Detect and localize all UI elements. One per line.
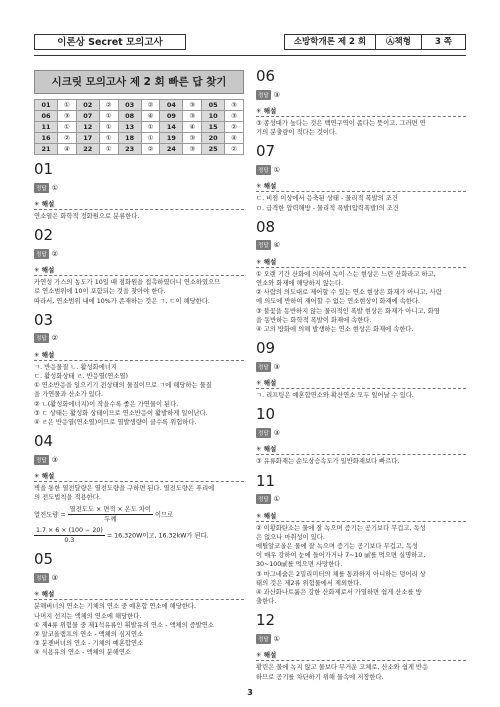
solution-line: ③ 불꽃을 동반하지 않는 물리적인 폭발 현상은 화재가 아니고, 화염 <box>256 307 440 315</box>
solution-line: 연소열은 화학적 정화원으로 분류한다. <box>34 213 140 220</box>
solution-heading: ✳ 해설 <box>34 589 244 600</box>
answer-value: ② <box>51 334 58 343</box>
solution-line: 은 없으나 마취성이 있다. <box>256 533 325 541</box>
calc-fraction <box>34 526 105 545</box>
solution-text <box>34 484 244 545</box>
answer-key-choice: ② <box>58 133 77 144</box>
question-number: 04 <box>34 432 54 451</box>
answer-key-number: 02 <box>76 100 99 111</box>
question-block <box>256 406 466 466</box>
answer-row <box>34 567 244 586</box>
answer-key-choice: ③ <box>183 144 202 155</box>
question-block <box>256 340 466 400</box>
answer-key-choice: ② <box>225 122 244 133</box>
solution-line: 기의 분출량이 적다는 것이다. <box>256 129 337 137</box>
question-number: 05 <box>34 550 54 569</box>
calculation <box>34 526 244 545</box>
booklet-type: Ⓐ책형 <box>376 35 422 49</box>
solution-line: 메틸알코올은 물에 잘 녹으며 증기는 공기보다 무겁고, 독성 <box>256 543 418 551</box>
solution-line: 로 연소범위에 10이 포함되는 것을 찾아야 한다. <box>34 288 166 296</box>
answer-row <box>34 449 244 468</box>
answer-row <box>256 159 466 178</box>
left-column <box>34 62 244 658</box>
answer-badge: 정답 <box>256 240 271 250</box>
answer-value: ③ <box>273 362 280 371</box>
answer-key-number: 09 <box>160 111 183 122</box>
answer-key-number: 15 <box>202 122 225 133</box>
answer-key-title: 시크릿 모의고사 제 2 회 빠른 답 찾기 <box>34 70 244 94</box>
answer-key-number: 06 <box>35 111 58 122</box>
question-block <box>34 161 244 221</box>
solution-line: ④ 고의 방화에 의해 발생하는 연소 현상은 화재에 속한다. <box>256 326 414 334</box>
answer-key-number: 01 <box>35 100 58 111</box>
formula-lhs: 열전도량 = <box>34 511 68 519</box>
solution-line: ④ ㄹ은 반응열(연소열)이므로 열발생량이 클수록 위험하다. <box>34 419 197 427</box>
solution-line: 하므로 공기를 차단하기 위해 물속에 저장한다. <box>256 673 384 681</box>
answer-key-row <box>35 100 244 111</box>
solution-text <box>256 391 466 400</box>
formula-fraction <box>68 505 153 524</box>
solution-line: ② 알코올램프의 연소 - 액체의 심지연소 <box>34 631 144 639</box>
question-block <box>256 143 466 212</box>
solution-heading: ✳ 해설 <box>34 265 244 276</box>
solution-line: ③ 종성대가 높다는 것은 백연구역이 좁다는 뜻이고, 그러면 연 <box>256 120 426 127</box>
solution-line: ③ 마그네슘은 2밀리미터의 체를 통과하지 아니하는 덩어리 상 <box>256 570 426 578</box>
solution-line: ② 이황화탄소는 물에 잘 녹으며 증기는 공기보다 무겁고, 독성 <box>256 524 426 532</box>
question-block <box>34 433 244 545</box>
solution-line: 을 가연물과 산소가 있다. <box>34 391 103 399</box>
solution-heading: ✳ 해설 <box>34 350 244 361</box>
answer-key-choice: ④ <box>141 111 160 122</box>
formula-numerator: 열전도도 × 면적 × 온도 차이 <box>68 505 153 515</box>
answer-row <box>256 84 466 103</box>
page-number: 3 <box>247 688 253 697</box>
answer-value: ① <box>51 183 58 192</box>
solution-line: 따라서, 연소범위 내에 10%가 존재하는 것은 ㄱ, ㄷ이 해당한다. <box>34 297 210 305</box>
solution-text <box>256 270 466 334</box>
answer-key-number: 23 <box>118 144 141 155</box>
question-number: 03 <box>34 310 54 329</box>
solution-text <box>256 524 466 607</box>
solution-heading: ✳ 해설 <box>256 257 466 268</box>
answer-key-number: 04 <box>160 100 183 111</box>
formula-denominator: 두께 <box>104 515 117 523</box>
question-block <box>256 612 466 681</box>
solution-line: ① 오랜 기간 산화에 의하여 녹이 스는 현상은 느린 산화라고 하고, <box>256 270 436 278</box>
answer-key-choice: ① <box>58 100 77 111</box>
solution-line: 카연성 가스의 농도가 10일 때 점화원을 접촉하였더니 연소하였으므 <box>34 279 221 287</box>
solution-line: 분해버너의 연소는 기체의 연소 중 예혼합 연소에 해당한다. <box>34 603 196 611</box>
solution-line: ㅁ. 급격한 압력해방 - 물리적 폭발(압력폭발)의 조건 <box>256 204 399 212</box>
answer-key-choice: ① <box>58 122 77 133</box>
solution-line: ① 연소반응을 일으키기 전상태의 물질이므로 ㄱ에 해당하는 물질 <box>34 382 212 390</box>
solution-line: 에 의도에 반하여 제어할 수 없는 연소현상이 화재에 속한다. <box>256 298 421 306</box>
answer-row <box>34 243 244 262</box>
formula-tail: 이므로 <box>153 511 174 519</box>
solution-line: 이 매우 강하여 눈에 들어가거나 7~10 ㎖를 먹으면 실명하고, <box>256 552 426 560</box>
solution-line: ② ㄴ(활성화에너지)이 작을수록 좋은 가연물이 된다. <box>34 400 179 408</box>
answer-badge: 정답 <box>256 494 271 504</box>
answer-key-number: 10 <box>202 111 225 122</box>
answer-key-choice: ③ <box>183 133 202 144</box>
answer-value: ③ <box>273 428 280 437</box>
answer-key-choice: ① <box>99 144 118 155</box>
solution-line: ㄷ. 활성화상태 ㄹ. 반응열(연소열) <box>34 373 128 381</box>
answer-key-number: 20 <box>202 133 225 144</box>
answer-row <box>256 628 466 647</box>
solution-text <box>34 278 244 306</box>
solution-line: ③ ㄷ 상태는 활성화 상태이므로 연소반응이 활발하게 일어난다. <box>34 409 208 417</box>
answer-key-choice: ④ <box>183 122 202 133</box>
solution-line: 연소와 화재에 해당하지 않는다. <box>256 280 344 288</box>
answer-badge: 정답 <box>34 249 49 259</box>
right-column <box>256 62 466 682</box>
answer-key-row <box>35 133 244 144</box>
conduction-formula <box>34 505 244 524</box>
solution-line: 태의 것은 제2류 위험물에서 제외한다. <box>256 579 362 587</box>
answer-badge: 정답 <box>34 333 49 343</box>
question-number: 07 <box>256 142 276 161</box>
answer-key-row <box>35 122 244 133</box>
subject-title: 소방학개론 제 2 회 <box>285 35 376 49</box>
solution-line: 을 동반하는 화학적 폭발이 화재에 속한다. <box>256 316 372 324</box>
answer-key-number: 19 <box>160 133 183 144</box>
answer-row <box>256 422 466 441</box>
solution-line: ㄱ. 리프팅은 예혼합연소와 확산연소 모두 일어날 수 있다. <box>256 392 414 400</box>
solution-line: 의 전도법칙을 적용한다. <box>34 494 101 502</box>
question-number: 01 <box>34 160 54 178</box>
calc-denominator: 0.3 <box>64 537 75 545</box>
answer-key-choice: ③ <box>58 111 77 122</box>
answer-key-choice: ④ <box>58 144 77 155</box>
answer-key-number: 17 <box>76 133 99 144</box>
solution-line: ① 제4류 위험물 중 제1석유류인 휘발유의 연소 - 액체의 증발연소 <box>34 621 214 629</box>
solution-line: 나머지 선지는 액체의 연소에 해당한다. <box>34 612 142 620</box>
solution-text <box>34 212 244 221</box>
answer-key-number: 22 <box>76 144 99 155</box>
answer-value: ① <box>273 165 280 174</box>
answer-row <box>256 489 466 508</box>
question-block <box>34 551 244 657</box>
answer-badge: 정답 <box>34 573 49 583</box>
solution-line: 황린은 물에 녹지 않고 물보다 무거운 고체로, 산소와 쉽게 반응 <box>256 664 429 672</box>
answer-key-choice: ③ <box>225 100 244 111</box>
answer-value: ④ <box>273 241 280 250</box>
answer-key-row <box>35 111 244 122</box>
solution-heading: ✳ 해설 <box>256 650 466 661</box>
answer-key-number: 13 <box>118 122 141 133</box>
header-rule <box>34 55 466 56</box>
solution-text <box>34 363 244 427</box>
answer-key-choice: ② <box>141 144 160 155</box>
answer-badge: 정답 <box>256 634 271 644</box>
answer-key-number: 11 <box>35 122 58 133</box>
question-block <box>256 219 466 334</box>
solution-heading: ✳ 해설 <box>34 199 244 210</box>
solution-line: ③ 유류화재는 순도상승속도가 일반화재보다 빠르다. <box>256 458 400 466</box>
answer-key-choice: ① <box>99 111 118 122</box>
answer-key-number: 12 <box>76 122 99 133</box>
answer-badge: 정답 <box>34 455 49 465</box>
calc-result: = 16,320W이고, 16.32kW가 된다. <box>104 532 209 540</box>
answer-key-choice: ② <box>99 100 118 111</box>
question-number: 12 <box>256 611 276 630</box>
answer-value: ① <box>273 495 280 504</box>
answer-key-number: 14 <box>160 122 183 133</box>
answer-value: ③ <box>51 573 58 582</box>
answer-key-choice: ③ <box>183 100 202 111</box>
exam-series-title: 이론상 Secret 모의고사 <box>34 34 186 50</box>
exam-info-box <box>284 34 466 50</box>
answer-key-row <box>35 144 244 155</box>
answer-row <box>256 235 466 254</box>
answer-badge: 정답 <box>256 165 271 175</box>
answer-key-number: 21 <box>35 144 58 155</box>
answer-key-choice: ③ <box>183 111 202 122</box>
solution-heading: ✳ 해설 <box>256 444 466 455</box>
solution-line: ④ 식용유의 연소 - 액체의 분해연소 <box>34 649 132 657</box>
answer-key-choice: ③ <box>225 111 244 122</box>
question-number: 06 <box>256 67 276 85</box>
question-number: 09 <box>256 339 276 358</box>
solution-heading: ✳ 해설 <box>256 106 466 117</box>
answer-key-number: 16 <box>35 133 58 144</box>
solution-heading: ✳ 해설 <box>34 471 244 482</box>
answer-key-choice: ① <box>141 133 160 144</box>
question-number: 10 <box>256 405 276 424</box>
answer-key-number: 03 <box>118 100 141 111</box>
answer-key-choice: ② <box>225 144 244 155</box>
solution-heading: ✳ 해설 <box>256 378 466 389</box>
answer-key-choice: ① <box>99 122 118 133</box>
answer-key-choice: ② <box>141 100 160 111</box>
solution-line: 벽을 통한 열전달량은 열전도량을 구하면 된다. 열전도량은 푸리에 <box>34 485 215 493</box>
answer-value: ③ <box>51 455 58 464</box>
calc-numerator: 1.7 × 6 × (100 − 20) <box>34 526 105 536</box>
solution-line: ㄱ. 반응물질 ㄴ. 활성화에너지 <box>34 363 118 371</box>
question-number: 11 <box>256 471 276 490</box>
answer-badge: 정답 <box>256 90 271 100</box>
answer-key-number: 24 <box>160 144 183 155</box>
answer-key-choice: ① <box>99 133 118 144</box>
solution-line: 30~100㎖를 먹으면 사망한다. <box>256 561 343 569</box>
answer-key-number: 07 <box>76 111 99 122</box>
solution-line: ② 사람의 의도대로 제어할 수 있는 연소 현상은 화재가 아니고, 사람 <box>256 289 442 297</box>
answer-key-number: 05 <box>202 100 225 111</box>
solution-text <box>256 119 466 137</box>
question-block <box>34 227 244 306</box>
answer-value: ① <box>273 634 280 643</box>
right-questions <box>256 68 466 682</box>
page-label: 3 쪽 <box>434 37 453 47</box>
question-number: 08 <box>256 217 276 236</box>
answer-key-table <box>34 99 244 155</box>
solution-line: 출한다. <box>256 598 277 606</box>
question-block <box>256 68 466 137</box>
answer-value: ② <box>51 249 58 258</box>
question-number: 02 <box>34 226 54 245</box>
answer-row <box>34 177 244 196</box>
answer-key-choice: ① <box>141 122 160 133</box>
solution-heading: ✳ 해설 <box>256 511 466 522</box>
answer-row <box>256 356 466 375</box>
answer-badge: 정답 <box>34 183 49 193</box>
answer-badge: 정답 <box>256 428 271 438</box>
answer-key-number: 25 <box>202 144 225 155</box>
solution-line: ④ 과산화나트륨은 강한 산화제로서 가열하면 쉽게 산소를 방 <box>256 589 422 597</box>
solution-text <box>256 194 466 212</box>
solution-text <box>256 457 466 466</box>
question-block <box>256 473 466 607</box>
answer-key-choice: ④ <box>225 133 244 144</box>
page-header <box>34 34 466 50</box>
answer-badge: 정답 <box>256 362 271 372</box>
solution-text <box>34 602 244 657</box>
question-block <box>34 312 244 427</box>
solution-line: ㄷ. 비점 이상에서 응축된 상태 - 물리적 폭발의 조건 <box>256 195 398 203</box>
answer-row <box>34 328 244 347</box>
solution-line: ③ 분젠버너의 연소 - 기체의 예혼합연소 <box>34 640 144 648</box>
solution-text <box>256 663 466 681</box>
answer-key-number: 18 <box>118 133 141 144</box>
answer-key-number: 08 <box>118 111 141 122</box>
solution-heading: ✳ 해설 <box>256 181 466 192</box>
left-questions <box>34 161 244 658</box>
answer-value: ③ <box>273 90 280 99</box>
